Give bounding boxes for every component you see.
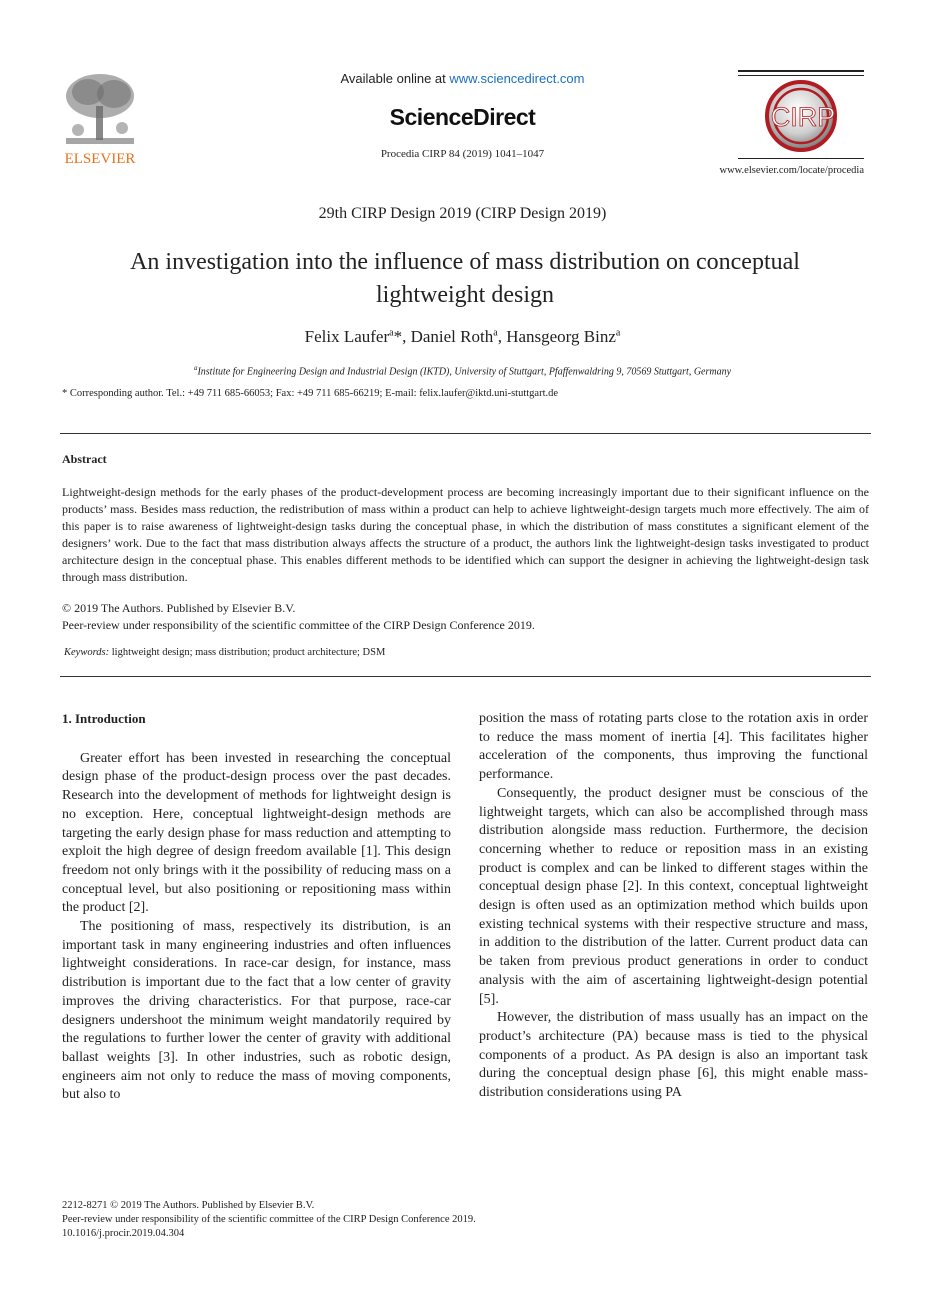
procedia-locate-url[interactable]: www.elsevier.com/locate/procedia xyxy=(719,165,864,176)
author-name: Hansgeorg Binz xyxy=(506,327,616,346)
body-paragraph: The positioning of mass, respectively its distribution, is an important task in many engineering industries and often influences lightweight considerations. In race-car design, for instance, mass distribution is important due to the fact that a low center of gravity improves the driving characteristics. For that purpose, race-car designers undershoot the minimum weight mandatorily required by the regulations to further lower the center of gravity with additional ballast weights [3]. In other industries, such as robotic design, engineers aim not only to reduce the mass of moving components, but also to xyxy=(62,919,451,1103)
cirp-wordmark: CIRP xyxy=(770,102,836,132)
sciencedirect-link[interactable]: www.sciencedirect.com xyxy=(449,71,585,86)
affiliation-mark: a xyxy=(193,364,198,372)
copyright-line: © 2019 The Authors. Published by Elsevier B.V. xyxy=(62,601,296,615)
body-paragraph: However, the distribution of mass usually has an impact on the product’s architecture (PA) because mass is tied to the physical components of a product. As PA design is also an important task during the conceptual design phase [6], this might enable mass-distribution considerations using PA xyxy=(479,1010,868,1101)
author-name: Felix Laufer xyxy=(304,327,390,346)
affiliation-text: Institute for Engineering Design and Industrial Design (IKTD), University of Stuttgart, Pfaffenwaldring 9, 70569 Stuttgart, Germany xyxy=(197,366,732,378)
peer-review-line: Peer-review under responsibility of the scientific committee of the CIRP Design Conference 2019. xyxy=(62,618,535,632)
author-separator: , xyxy=(497,327,507,346)
footer-issn: 2212-8271 © 2019 The Authors. Published by Elsevier B.V. xyxy=(62,1200,315,1211)
author-affiliation-mark: a xyxy=(389,327,394,339)
body-paragraph: Greater effort has been invested in researching the conceptual design phase of the product-design process over the past decades. Research into the development of methods for lightweight design is no exception. Here, conceptual lightweight-design methods are targeting the early design phase for mass reduction and attempting to exploit the high degree of design freedom available [1]. This design freedom not only brings with it the possibility of reducing mass on a conceptual level, but also positioning or repositioning mass within the product [2]. xyxy=(62,750,451,916)
sciencedirect-brand: ScienceDirect xyxy=(389,104,536,130)
journal-reference: Procedia CIRP 84 (2019) 1041–1047 xyxy=(380,148,545,160)
corresponding-mark: *, xyxy=(393,327,411,346)
body-column-right xyxy=(479,710,868,1103)
author-affiliation-mark: a xyxy=(615,327,621,339)
keywords-label: Keywords: xyxy=(64,647,110,658)
title-line-2: lightweight design xyxy=(376,282,554,308)
cirp-emblem-icon xyxy=(738,70,864,162)
footer-peer-review: Peer-review under responsibility of the scientific committee of the CIRP Design Conference 2019. xyxy=(62,1214,476,1225)
elsevier-wordmark: ELSEVIER xyxy=(64,151,136,166)
cirp-logo xyxy=(738,70,864,162)
divider-bottom xyxy=(60,676,871,677)
abstract-heading: Abstract xyxy=(62,452,107,466)
body-paragraph: position the mass of rotating parts close to the rotation axis in order to reduce the mass moment of inertia [4]. This facilitates higher acceleration of the components, thus improving the functional performance. xyxy=(479,711,868,783)
author-list xyxy=(0,327,925,347)
body-column-left xyxy=(62,710,451,1105)
author-name: Daniel Roth xyxy=(410,327,494,346)
divider-top xyxy=(60,433,871,434)
corresponding-author-note: * Corresponding author. Tel.: +49 711 685-66053; Fax: +49 711 685-66219; E-mail: felix.laufer@iktd.uni-stuttgart.de xyxy=(62,388,559,399)
footer-doi[interactable]: 10.1016/j.procir.2019.04.304 xyxy=(62,1228,185,1239)
conference-name: 29th CIRP Design 2019 (CIRP Design 2019) xyxy=(318,205,607,222)
keywords xyxy=(64,647,385,658)
available-prefix: Available online at xyxy=(340,71,450,86)
paper-title xyxy=(60,246,870,312)
affiliation xyxy=(0,364,925,377)
keywords-list: lightweight design; mass distribution; product architecture; DSM xyxy=(109,647,386,658)
header-rule-bottom xyxy=(738,158,864,159)
body-paragraph: Consequently, the product designer must be conscious of the lightweight targets, which can also be accomplished through mass distribution alongside mass reduction. Furthermore, the decision concerning whether to reduce or reposition mass in an existing product is complex and can be linked to different stages within the conceptual design phase [2]. In this context, conceptual lightweight design is often used as an optimization method which builds upon existing technical systems with their respective structure and mass, in addition to the distribution of the latter. Current product data can be taken from previous product generations in order to conduct analysis with the aim of ascertaining lightweight-design potential [5]. xyxy=(479,785,868,1007)
title-line-1: An investigation into the influence of mass distribution on conceptual xyxy=(130,249,800,275)
abstract-text: Lightweight-design methods for the early phases of the product-development process are becoming increasingly important due to their significant influence on the products’ mass. Besides mass reduction, the redistribution of mass within a product can help to achieve lightweight-design targets much more effectively. The aim of this paper is to raise awareness of lightweight-design tasks during the conceptual phase, in which the distribution of mass constitutes a significant element of the designers’ work. Due to the fact that mass distribution always affects the structure of a product, the authors link the lightweight-design tasks investigated to product architecture design in the conceptual phase. This enables different methods to be identified which can support the designer in achieving the lightweight-design task through mass distribution. xyxy=(62,485,869,584)
author-affiliation-mark: a xyxy=(493,327,498,339)
section-heading: 1. Introduction xyxy=(62,711,146,726)
